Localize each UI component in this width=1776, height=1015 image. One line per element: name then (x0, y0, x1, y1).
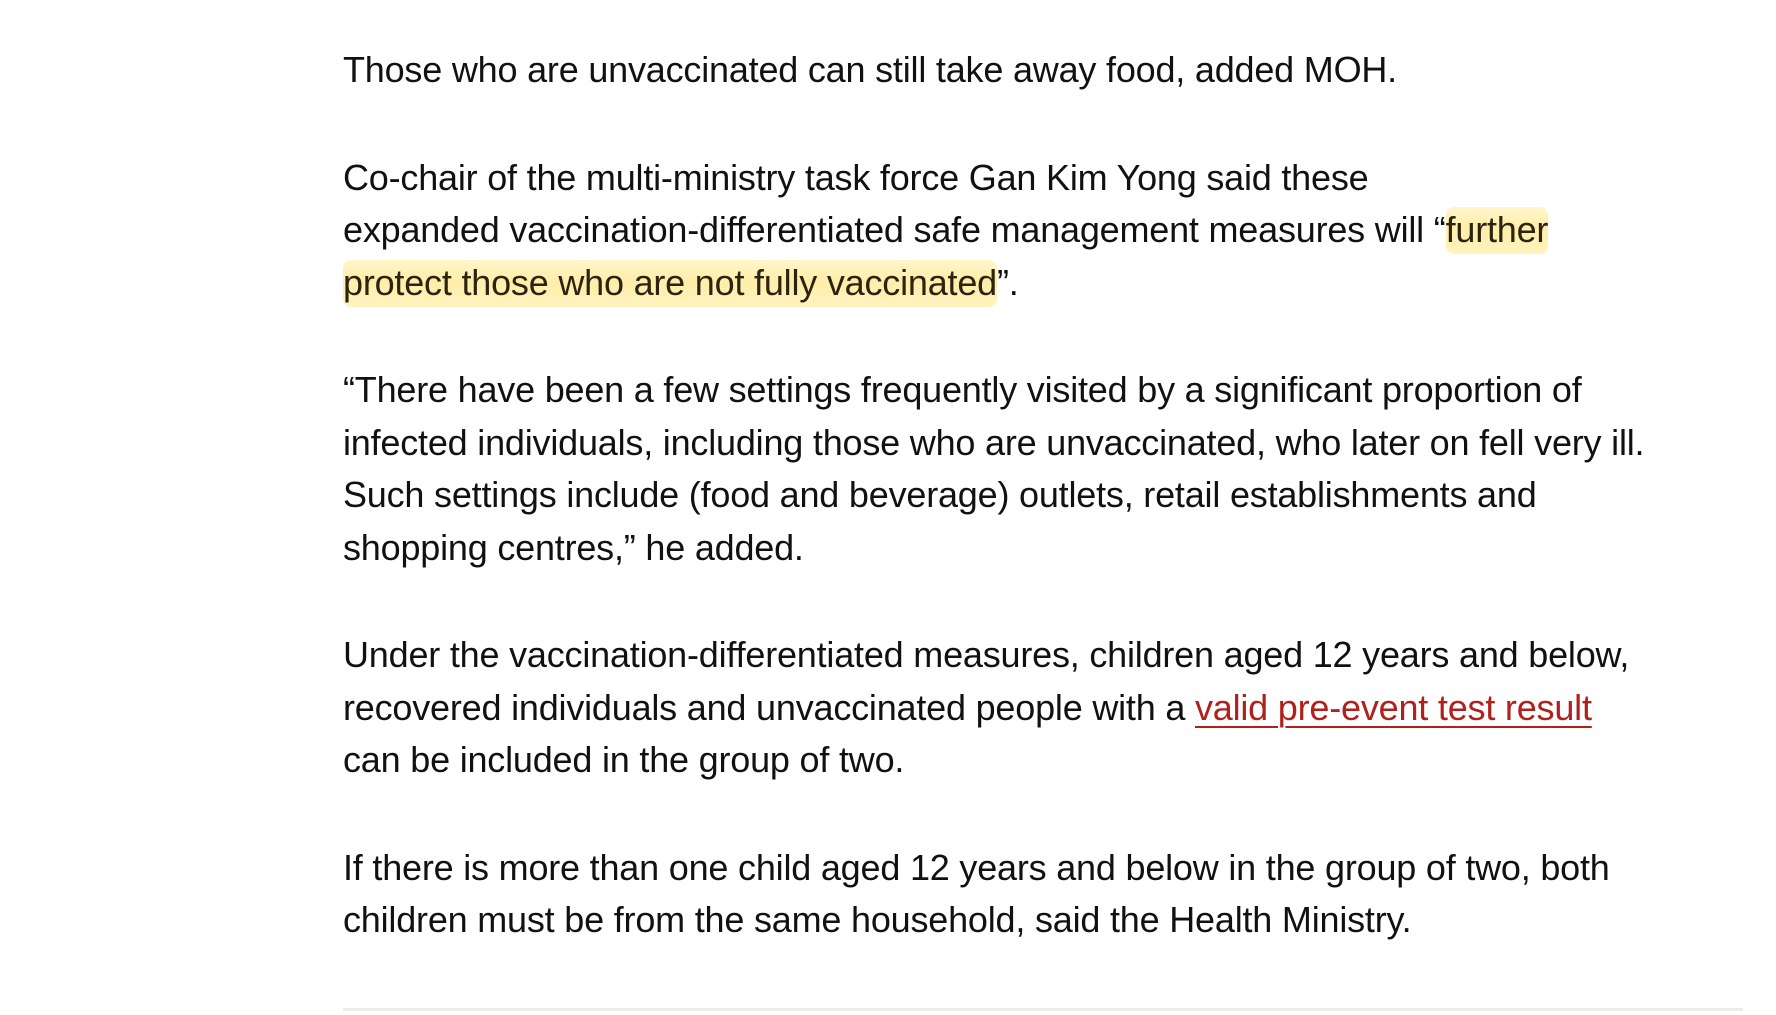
paragraph-line: can be included in the group of two. (343, 739, 905, 780)
paragraph-line: Those who are unvaccinated can still take away food, added MOH. (343, 49, 1397, 90)
article-body (343, 44, 1753, 1002)
paragraph-household (343, 842, 1753, 947)
paragraph-line (343, 682, 1753, 735)
text-segment: recovered individuals and unvaccinated people with a (343, 686, 1195, 728)
paragraph-gan-kim-yong-quote (343, 152, 1753, 310)
pre-event-test-link[interactable]: valid pre-event test result (1194, 686, 1592, 728)
paragraph-takeaway (343, 44, 1753, 97)
paragraph-line: Such settings include (food and beverage) outlets, retail establishments and (343, 474, 1537, 515)
highlighted-text: protect those who are not fully vaccinated (343, 260, 997, 307)
paragraph-differentiated-measures (343, 629, 1753, 787)
paragraph-line: shopping centres,” he added. (343, 526, 804, 568)
section-divider (343, 1008, 1743, 1011)
paragraph-line: “There have been a few settings frequently visited by a significant proportion of (343, 369, 1582, 410)
paragraph-line (343, 204, 1753, 257)
paragraph-settings-quote (343, 364, 1753, 574)
paragraph-line: children must be from the same household, said the Health Ministry. (343, 899, 1412, 940)
paragraph-line: Co-chair of the multi-ministry task force Gan Kim Yong said these (343, 156, 1369, 198)
paragraph-line (343, 257, 1753, 310)
paragraph-line: Under the vaccination-differentiated measures, children aged 12 years and below, (343, 634, 1630, 675)
paragraph-line: infected individuals, including those who are unvaccinated, who later on fell very ill. (343, 421, 1645, 463)
highlighted-text: further (1446, 207, 1549, 254)
paragraph-line: If there is more than one child aged 12 years and below in the group of two, both (343, 846, 1610, 888)
text-segment: expanded vaccination-differentiated safe management measures will “ (343, 209, 1446, 250)
text-segment: ”. (996, 261, 1019, 303)
